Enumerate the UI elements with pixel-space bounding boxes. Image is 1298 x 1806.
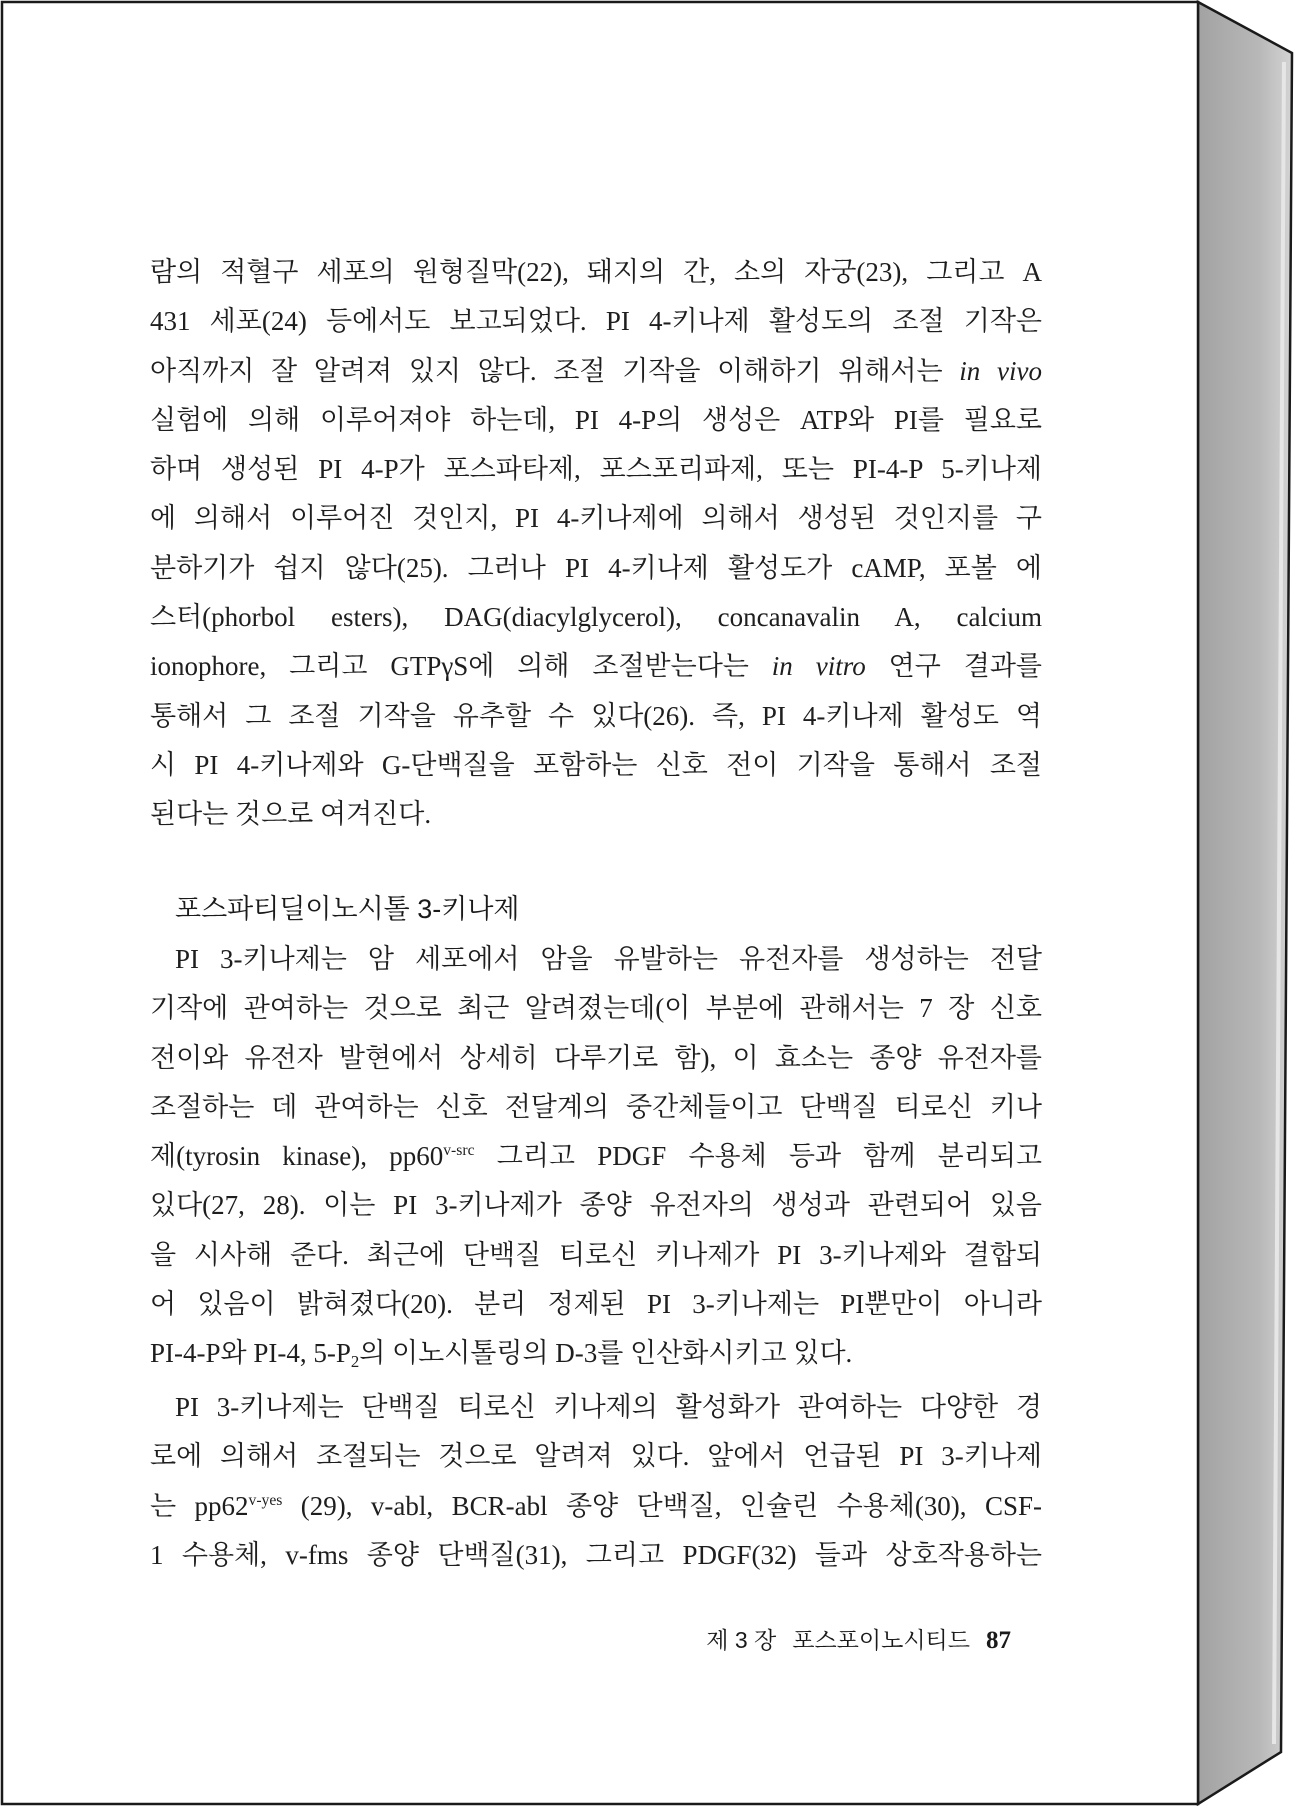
text-line: 스터(phorbol esters), DAG(diacylglycerol), concanavalin A, calcium xyxy=(150,602,1042,633)
line-segment: 의 이노시톨링의 D-3를 인산화시키고 있다. xyxy=(359,1338,853,1369)
text-line xyxy=(150,642,1042,691)
text-line: 로에 의해서 조절되는 것으로 알려져 있다. 앞에서 언급된 PI 3-키나제 xyxy=(150,1441,1042,1472)
paragraph xyxy=(150,1383,1042,1580)
page-footer xyxy=(706,1622,1011,1658)
text-line: 에 의해서 이루어진 것인지, PI 4-키나제에 의해서 생성된 것인지를 구 xyxy=(150,503,1042,534)
line-segment: ionophore, 그리고 GTPγS에 의해 조절받는다는 xyxy=(150,651,772,682)
line-segment: 아직까지 잘 알려져 있지 않다. 조절 기작을 이해하기 위해서는 xyxy=(150,355,960,386)
superscript: v-src xyxy=(443,1142,475,1160)
text-line: 전이와 유전자 발현에서 상세히 다루기로 함), 이 효소는 종양 유전자를 xyxy=(150,1042,1042,1073)
text-line: 있다(27, 28). 이는 PI 3-키나제가 종양 유전자의 생성과 관련되어 있음 xyxy=(150,1190,1042,1221)
line-segment: 제(tyrosin kinase), pp60 xyxy=(150,1141,444,1172)
text-line: 통해서 그 조절 기작을 유추할 수 있다(26). 즉, PI 4-키나제 활성도 역 xyxy=(150,700,1042,731)
chapter-title: 포스포이노시티드 xyxy=(792,1627,970,1653)
text-line: 시 PI 4-키나제와 G-단백질을 포함하는 신호 전이 기작을 통해서 조절 xyxy=(150,749,1042,780)
text-line: PI 3-키나제는 암 세포에서 암을 유발하는 유전자를 생성하는 전달 xyxy=(175,944,1042,974)
line-segment: 그리고 PDGF 수용체 등과 함께 분리되고 xyxy=(474,1141,1042,1172)
text-line: 431 세포(24) 등에서도 보고되었다. PI 4-키나제 활성도의 조절 기작은 xyxy=(150,306,1042,337)
text-line xyxy=(150,1132,1042,1181)
line-segment: 는 pp62 xyxy=(150,1490,249,1521)
text-line: 실험에 의해 이루어져야 하는데, PI 4-P의 생성은 ATP와 PI를 필요로 xyxy=(150,404,1042,435)
section-heading: 포스파티딜이노시톨 3-키나제 xyxy=(175,894,520,924)
text-line: 분하기가 쉽지 않다(25). 그러나 PI 4-키나제 활성도가 cAMP, 포볼 에 xyxy=(150,552,1042,583)
text-line: 조절하는 데 관여하는 신호 전달계의 중간체들이고 단백질 티로신 키나 xyxy=(150,1091,1042,1122)
text-line: 어 있음이 밝혀졌다(20). 분리 정제된 PI 3-키나제는 PI뿐만이 아니라 xyxy=(150,1289,1042,1320)
italic-term: in vivo xyxy=(959,355,1042,386)
paragraph xyxy=(150,935,1042,1379)
line-segment: (29), v-abl, BCR-abl 종양 단백질, 인슐린 수용체(30), CSF- xyxy=(282,1490,1042,1521)
italic-term: in vitro xyxy=(771,651,866,682)
text-line xyxy=(150,1482,1042,1531)
line-segment: 연구 결과를 xyxy=(865,651,1042,682)
line-segment: PI-4-P와 PI-4, 5-P xyxy=(150,1338,351,1369)
text-line: 을 시사해 준다. 최근에 단백질 티로신 키나제가 PI 3-키나제와 결합되 xyxy=(150,1239,1042,1270)
chapter-label: 제 3 장 xyxy=(706,1627,777,1653)
text-line xyxy=(150,347,1042,396)
paragraph xyxy=(150,248,1042,840)
page-number: 87 xyxy=(986,1627,1011,1654)
text-line: PI 3-키나제는 단백질 티로신 키나제의 활성화가 관여하는 다양한 경 xyxy=(175,1392,1042,1422)
text-line: 기작에 관여하는 것으로 최근 알려졌는데(이 부분에 관해서는 7 장 신호 xyxy=(150,993,1042,1024)
text-line xyxy=(150,1329,1042,1378)
subscript: 2 xyxy=(350,1352,360,1372)
superscript: v-yes xyxy=(248,1491,283,1509)
text-line: 하며 생성된 PI 4-P가 포스파타제, 포스포리파제, 또는 PI-4-P 5-키나제 xyxy=(150,454,1042,485)
text-line: 람의 적혈구 세포의 원형질막(22), 돼지의 간, 소의 자궁(23), 그리고 A xyxy=(150,257,1042,287)
text-line: 된다는 것으로 여겨진다. xyxy=(150,799,432,830)
text-line: 1 수용체, v-fms 종양 단백질(31), 그리고 PDGF(32) 들과 상호작용하는 xyxy=(150,1539,1042,1570)
